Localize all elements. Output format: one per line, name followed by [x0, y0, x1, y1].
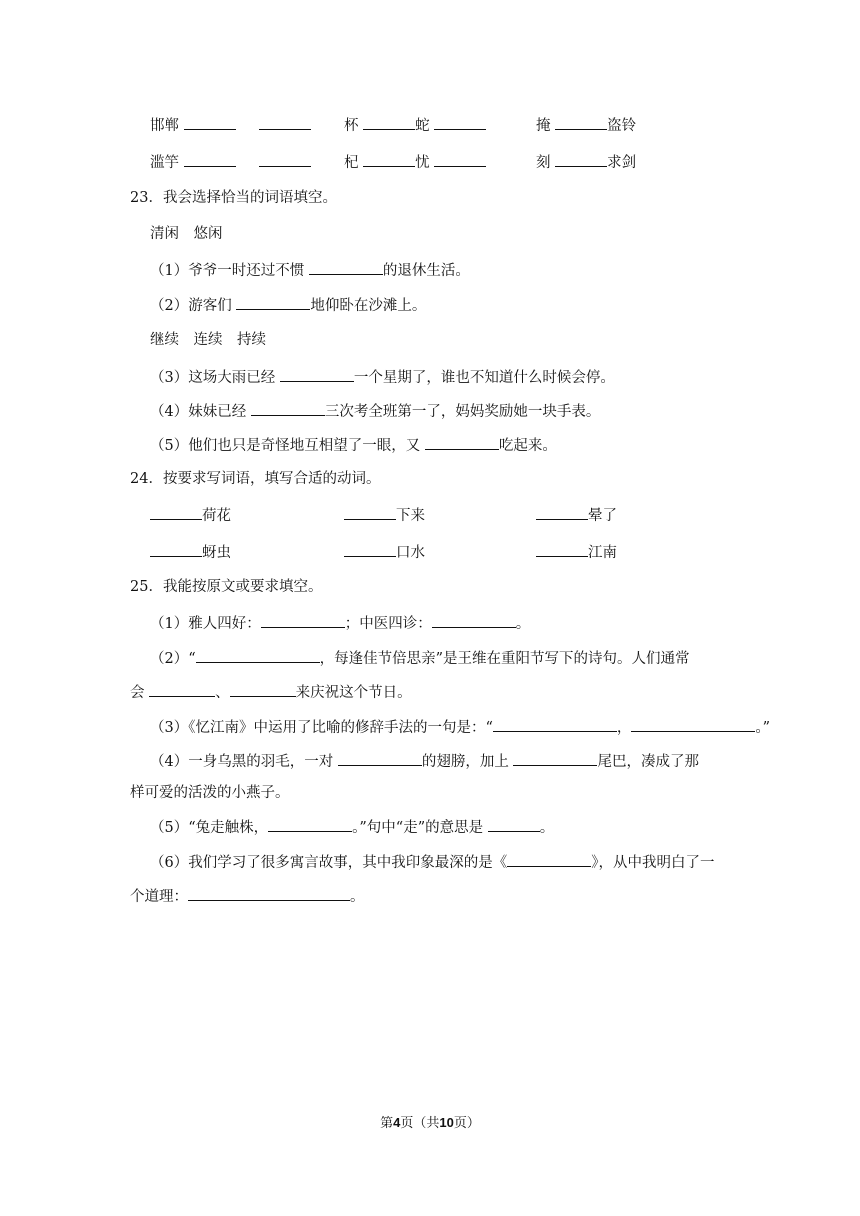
- q25-line-5: [150, 750, 699, 772]
- q23-word-group-2: 继续 连续 持续: [150, 332, 266, 348]
- item-text: （2）“: [150, 651, 196, 667]
- item-text: （4）一身乌黑的羽毛，一对: [150, 754, 338, 770]
- q23-title: 23．我会选择恰当的词语填空。: [130, 190, 337, 206]
- idiom-blank[interactable]: [184, 151, 236, 167]
- item-text: （2）游客们: [150, 298, 237, 314]
- answer-blank[interactable]: [149, 681, 215, 697]
- verb-blank[interactable]: [536, 541, 588, 557]
- verb-object: 江南: [588, 545, 617, 561]
- answer-blank[interactable]: [507, 851, 591, 867]
- idiom-word: 杞: [344, 155, 359, 171]
- answer-blank[interactable]: [432, 612, 516, 628]
- verb-blank[interactable]: [344, 504, 396, 520]
- q24-title: 24．按要求写词语，填写合适的动词。: [130, 471, 381, 487]
- q25-line-8: [150, 851, 714, 873]
- item-text: 。: [539, 820, 555, 836]
- item-text: （1）爷爷一时还过不惯: [150, 263, 309, 279]
- idiom-blank[interactable]: [434, 114, 486, 130]
- answer-blank[interactable]: [631, 716, 755, 732]
- answer-blank[interactable]: [230, 681, 296, 697]
- answer-blank[interactable]: [513, 750, 597, 766]
- item-text: 来庆祝这个节日。: [295, 685, 412, 701]
- idiom-row-1-mid: [344, 114, 486, 136]
- q23-item-1: [150, 259, 470, 281]
- q25-line-3: [130, 681, 412, 703]
- q25-line-9: [130, 885, 365, 907]
- answer-blank[interactable]: [236, 294, 310, 310]
- verb-blank[interactable]: [536, 504, 588, 520]
- item-text: （3）《忆江南》中运用了比喻的修辞手法的一句是：“: [150, 720, 493, 736]
- idiom-word: 求剑: [607, 155, 637, 171]
- q24-cell: [150, 504, 231, 526]
- idiom-word: 刻: [536, 155, 551, 171]
- idiom-word: 忧: [415, 155, 430, 171]
- item-text: 、: [215, 685, 230, 701]
- item-text: 尾巴，凑成了那: [597, 754, 699, 770]
- item-text: （1）雅人四好：: [150, 616, 261, 632]
- idiom-word: 掩: [536, 118, 551, 134]
- item-text: 。”句中“走”的意思是: [352, 820, 488, 836]
- idiom-blank[interactable]: [434, 151, 486, 167]
- footer-text: 页）: [453, 1116, 480, 1131]
- item-text: 会: [130, 685, 150, 701]
- verb-object: 晕了: [588, 508, 617, 524]
- idiom-row-2: [150, 151, 311, 173]
- q24-cell: [344, 504, 425, 526]
- answer-blank[interactable]: [309, 259, 383, 275]
- idiom-row-1: [150, 114, 311, 136]
- idiom-word: 盗铃: [607, 118, 637, 134]
- item-text: 个道理：: [130, 889, 188, 905]
- item-text: 。”: [755, 720, 771, 736]
- idiom-blank[interactable]: [259, 114, 311, 130]
- item-text: （5）他们也只是奇怪地互相望了一眼，又: [150, 438, 425, 454]
- verb-object: 下来: [396, 508, 425, 524]
- idiom-row-1-right: [536, 114, 636, 136]
- answer-blank[interactable]: [425, 434, 499, 450]
- item-text: 一个星期了，谁也不知道什么时候会停。: [353, 370, 615, 386]
- item-text: ，: [616, 720, 632, 736]
- idiom-blank[interactable]: [363, 151, 415, 167]
- idiom-word: 杯: [344, 118, 359, 134]
- answer-blank[interactable]: [261, 612, 345, 628]
- verb-object: 荷花: [202, 508, 231, 524]
- q25-line-4: [150, 716, 770, 738]
- q24-cell: [344, 541, 425, 563]
- item-text: 吃起来。: [498, 438, 557, 454]
- idiom-blank[interactable]: [555, 151, 607, 167]
- idiom-row-2-mid: [344, 151, 486, 173]
- q24-cell: [536, 541, 617, 563]
- item-text: ；中医四诊：: [344, 616, 432, 632]
- item-text: 的退休生活。: [382, 263, 470, 279]
- answer-blank[interactable]: [251, 400, 325, 416]
- item-text: ，每逢佳节倍思亲”是王维在重阳节写下的诗句。人们通常: [319, 651, 690, 667]
- answer-blank[interactable]: [488, 816, 540, 832]
- q24-cell: [150, 541, 231, 563]
- q23-item-3: [150, 366, 615, 388]
- page-number: 4: [393, 1115, 401, 1130]
- verb-object: 蚜虫: [202, 545, 231, 561]
- footer-text: 第: [380, 1116, 394, 1131]
- q23-word-group-1: 清闲 悠闲: [150, 226, 223, 242]
- idiom-blank[interactable]: [555, 114, 607, 130]
- idiom-blank[interactable]: [363, 114, 415, 130]
- answer-blank[interactable]: [280, 366, 354, 382]
- verb-blank[interactable]: [344, 541, 396, 557]
- verb-blank[interactable]: [150, 504, 202, 520]
- verb-blank[interactable]: [150, 541, 202, 557]
- q23-item-4: [150, 400, 600, 422]
- item-text: 地仰卧在沙滩上。: [310, 298, 427, 314]
- verb-object: 口水: [396, 545, 425, 561]
- q25-line-7: [150, 816, 554, 838]
- q23-item-2: [150, 294, 426, 316]
- q23-item-5: [150, 434, 557, 456]
- q24-cell: [536, 504, 617, 526]
- idiom-blank[interactable]: [259, 151, 311, 167]
- q25-line-2: [150, 647, 690, 669]
- q25-line-1: [150, 612, 530, 634]
- q25-title: 25．我能按原文或要求填空。: [130, 579, 323, 595]
- item-text: （4）妹妹已经: [150, 404, 251, 420]
- item-text: 三次考全班第一了，妈妈奖励她一块手表。: [324, 404, 601, 420]
- page-footer: [0, 1112, 860, 1131]
- item-text: 》，从中我明白了一: [591, 855, 715, 871]
- footer-text: 页（共: [400, 1116, 440, 1131]
- answer-blank[interactable]: [196, 647, 320, 663]
- item-text: 。: [350, 889, 365, 905]
- answer-blank[interactable]: [268, 816, 352, 832]
- q25-line-6: 样可爱的活泼的小燕子。: [130, 785, 290, 801]
- answer-blank[interactable]: [338, 750, 422, 766]
- idiom-word: 蛇: [415, 118, 430, 134]
- item-text: （6）我们学习了很多寓言故事，其中我印象最深的是《: [150, 855, 508, 871]
- item-text: （3）这场大雨已经: [150, 370, 280, 386]
- total-pages: 10: [439, 1115, 454, 1130]
- idiom-row-2-right: [536, 151, 636, 173]
- idiom-word: 滥竽: [150, 155, 179, 171]
- answer-blank[interactable]: [493, 716, 617, 732]
- answer-blank[interactable]: [188, 885, 350, 901]
- idiom-word: 邯郸: [150, 118, 179, 134]
- item-text: （5）“兔走触株，: [150, 820, 269, 836]
- item-text: 。: [515, 616, 531, 632]
- idiom-blank[interactable]: [184, 114, 236, 130]
- item-text: 的翅膀，加上: [421, 754, 514, 770]
